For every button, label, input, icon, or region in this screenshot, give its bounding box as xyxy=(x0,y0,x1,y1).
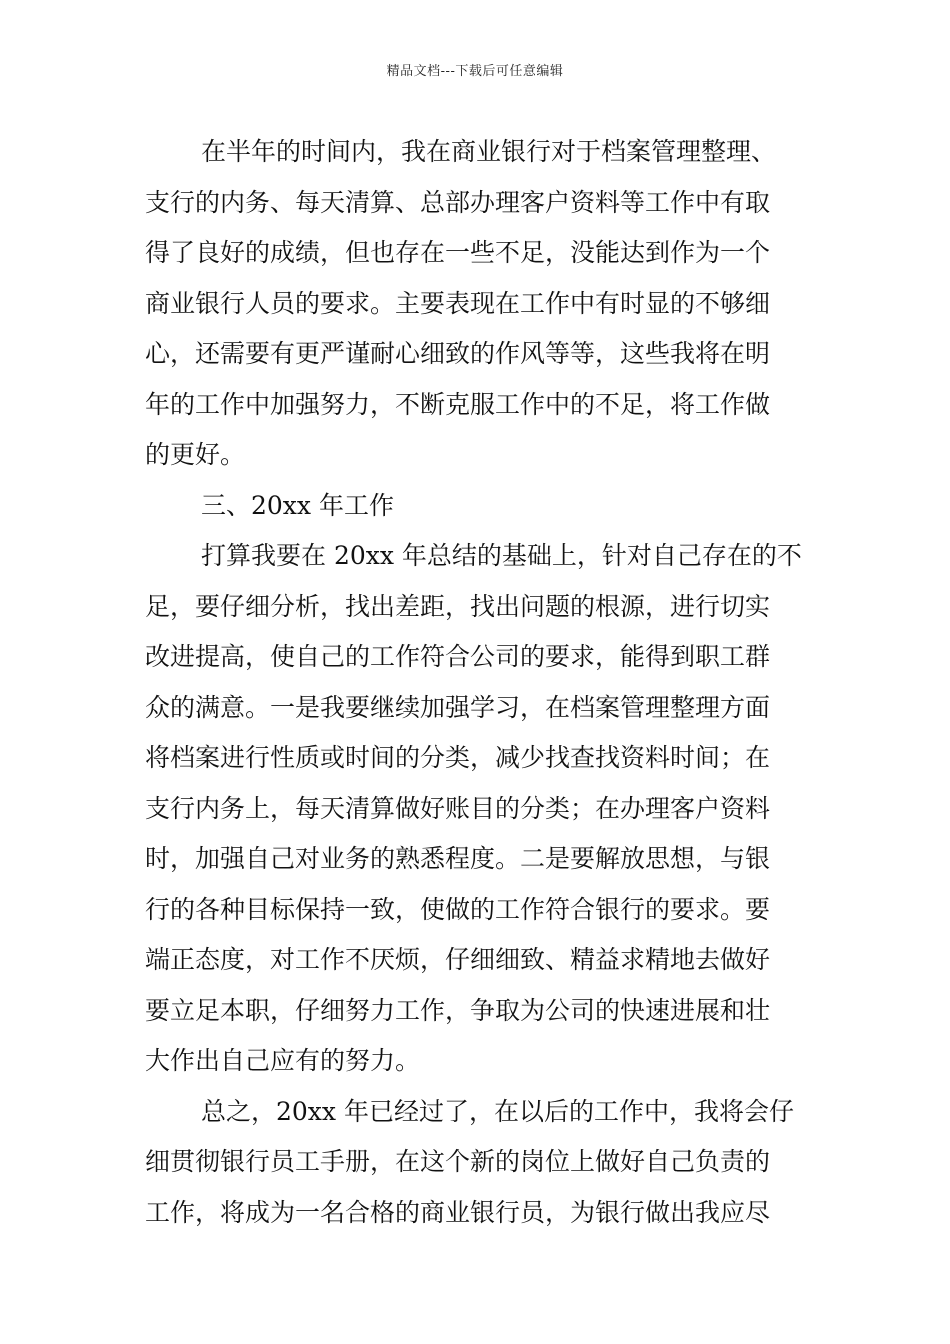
page-header: 精品文档---下载后可任意编辑 xyxy=(386,64,564,79)
text-line: 要立足本职，仔细努力工作，争取为公司的快速进展和壮 xyxy=(145,995,771,1025)
text-line: 细贯彻银行员工手册，在这个新的岗位上做好自己负责的 xyxy=(145,1147,771,1176)
text-line: 的更好。 xyxy=(145,440,246,469)
text-line: 将档案进行性质或时间的分类，减少找查找资料时间；在 xyxy=(145,743,771,772)
paragraph-performance-review xyxy=(145,127,805,481)
text-line: 在半年的时间内，我在商业银行对于档案管理整理、 xyxy=(201,137,777,166)
document-body xyxy=(145,127,805,1238)
text-line: 得了良好的成绩，但也存在一些不足，没能达到作为一个 xyxy=(145,238,771,267)
text-line: 年的工作中加强努力，不断克服工作中的不足，将工作做 xyxy=(145,389,771,419)
text-line: 行的各种目标保持一致，使做的工作符合银行的要求。要 xyxy=(145,894,771,924)
text-line: 总之，20xx 年已经过了，在以后的工作中，我将会仔 xyxy=(201,1096,794,1126)
text-line: 众的满意。一是我要继续加强学习，在档案管理整理方面 xyxy=(145,692,771,722)
text-line: 打算我要在 20xx 年总结的基础上，针对自己存在的不 xyxy=(201,541,802,570)
text-line: 大作出自己应有的努力。 xyxy=(145,1046,421,1075)
text-line: 足，要仔细分析，找出差距，找出问题的根源，进行切实 xyxy=(145,591,771,621)
text-line: 商业银行人员的要求。主要表现在工作中有时显的不够细 xyxy=(145,288,771,318)
text-line: 改进提高，使自己的工作符合公司的要求，能得到职工群 xyxy=(145,642,771,671)
section-heading-work-plan xyxy=(145,481,805,532)
paragraph-work-plan xyxy=(145,531,805,1087)
text-line: 时，加强自己对业务的熟悉程度。二是要解放思想，与银 xyxy=(145,844,771,873)
text-line: 工作，将成为一名合格的商业银行员，为银行做出我应尽 xyxy=(145,1197,771,1227)
section-heading: 三、20xx 年工作 xyxy=(201,490,394,520)
paragraph-conclusion xyxy=(145,1087,805,1239)
text-line: 支行的内务、每天清算、总部办理客户资料等工作中有取 xyxy=(145,187,771,217)
text-line: 心，还需要有更严谨耐心细致的作风等等，这些我将在明 xyxy=(145,339,771,368)
text-line: 端正态度，对工作不厌烦，仔细细致、精益求精地去做好 xyxy=(145,945,771,974)
text-line: 支行内务上，每天清算做好账目的分类；在办理客户资料 xyxy=(145,793,771,823)
